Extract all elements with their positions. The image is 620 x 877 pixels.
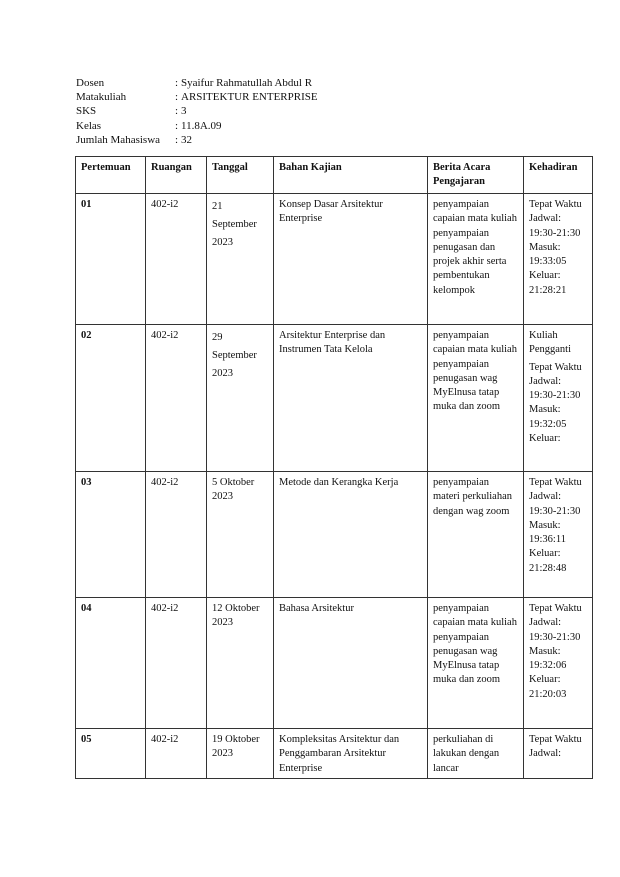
- cell-berita-acara: penyampaian materi perkuliahan dengan wag zoom: [428, 472, 524, 598]
- cell-ruangan: 402-i2: [146, 325, 207, 472]
- cell-pertemuan: 03: [76, 472, 146, 598]
- cell-bahan-kajian: Konsep Dasar Arsitektur Enterprise: [274, 194, 428, 325]
- info-value: 32: [181, 133, 192, 146]
- cell-tanggal: 12 Oktober 2023: [207, 598, 274, 729]
- cell-bahan-kajian: Metode dan Kerangka Kerja: [274, 472, 428, 598]
- info-value: 11.8A.09: [181, 119, 222, 132]
- info-label: Matakuliah: [76, 91, 127, 104]
- cell-tanggal: 5 Oktober 2023: [207, 472, 274, 598]
- header-bahan-kajian: Bahan Kajian: [274, 157, 428, 194]
- kehadiran-text: Tepat Waktu Jadwal: 19:30-21:30 Masuk: 19:32:05 Keluar:: [529, 361, 582, 445]
- info-row-kelas: Kelas : 11.8A.09: [76, 119, 222, 132]
- cell-pertemuan: 01: [76, 194, 146, 325]
- cell-ruangan: 402-i2: [146, 472, 207, 598]
- info-value: ARSITEKTUR ENTERPRISE: [181, 91, 318, 104]
- tanggal-text: 29 September 2023: [212, 332, 257, 379]
- tanggal-text: 21 September 2023: [212, 201, 257, 248]
- cell-pertemuan: 05: [76, 729, 146, 779]
- cell-kehadiran: Tepat Waktu Jadwal:: [524, 729, 593, 779]
- cell-kehadiran: [524, 325, 593, 472]
- info-label: Jumlah Mahasiswa: [76, 133, 161, 146]
- cell-berita-acara: penyampaian capaian mata kuliah penyampaian penugasan wag MyElnusa tatap muka dan zoom: [428, 325, 524, 472]
- cell-pertemuan: 04: [76, 598, 146, 729]
- cell-pertemuan: 02: [76, 325, 146, 472]
- cell-bahan-kajian: Arsitektur Enterprise dan Instrumen Tata Kelola: [274, 325, 428, 472]
- cell-tanggal: [207, 325, 274, 472]
- info-label: Kelas: [76, 119, 102, 132]
- cell-ruangan: 402-i2: [146, 194, 207, 325]
- kuliah-pengganti-note: Kuliah Pengganti: [529, 330, 571, 356]
- cell-kehadiran: Tepat Waktu Jadwal: 19:30-21:30 Masuk: 19:32:06 Keluar: 21:20:03: [524, 598, 593, 729]
- course-info: [76, 76, 318, 147]
- header-ruangan: Ruangan: [146, 157, 207, 194]
- header-kehadiran: Kehadiran: [524, 157, 593, 194]
- cell-berita-acara: penyampaian capaian mata kuliah penyampaian penugasan dan projek akhir serta pembentukan kelompok: [428, 194, 524, 325]
- cell-berita-acara: perkuliahan di lakukan dengan lancar: [428, 729, 524, 779]
- info-row-jumlah-mahasiswa: Jumlah Mahasiswa : 32: [76, 133, 192, 146]
- cell-tanggal: 19 Oktober 2023: [207, 729, 274, 779]
- attendance-table: [75, 156, 593, 779]
- cell-berita-acara: penyampaian capaian mata kuliah penyampaian penugasan wag MyElnusa tatap muka dan zoom: [428, 598, 524, 729]
- cell-ruangan: 402-i2: [146, 598, 207, 729]
- table-row: [76, 598, 593, 729]
- info-value: Syaifur Rahmatullah Abdul R: [181, 77, 313, 89]
- cell-ruangan: 402-i2: [146, 729, 207, 779]
- table-row: [76, 325, 593, 472]
- header-tanggal: Tanggal: [207, 157, 274, 194]
- cell-bahan-kajian: Kompleksitas Arsitektur dan Penggambaran Arsitektur Enterprise: [274, 729, 428, 779]
- header-berita-acara: Berita Acara Pengajaran: [428, 157, 524, 194]
- table-header-row: [76, 157, 593, 194]
- info-label: SKS: [76, 105, 97, 118]
- info-row-dosen: Dosen : Syaifur Rahmatullah Abdul R: [76, 77, 313, 89]
- info-row-matakuliah: Matakuliah : ARSITEKTUR ENTERPRISE: [76, 91, 318, 104]
- table-row: [76, 472, 593, 598]
- table-row: [76, 729, 593, 779]
- cell-bahan-kajian: Bahasa Arsitektur: [274, 598, 428, 729]
- info-row-sks: SKS : 3: [76, 105, 187, 118]
- header-pertemuan: Pertemuan: [76, 157, 146, 194]
- cell-kehadiran: Tepat Waktu Jadwal: 19:30-21:30 Masuk: 19:33:05 Keluar: 21:28:21: [524, 194, 593, 325]
- cell-tanggal: [207, 194, 274, 325]
- table-row: [76, 194, 593, 325]
- info-label: Dosen: [76, 77, 105, 89]
- cell-kehadiran: Tepat Waktu Jadwal: 19:30-21:30 Masuk: 19:36:11 Keluar: 21:28:48: [524, 472, 593, 598]
- info-value: 3: [181, 105, 187, 118]
